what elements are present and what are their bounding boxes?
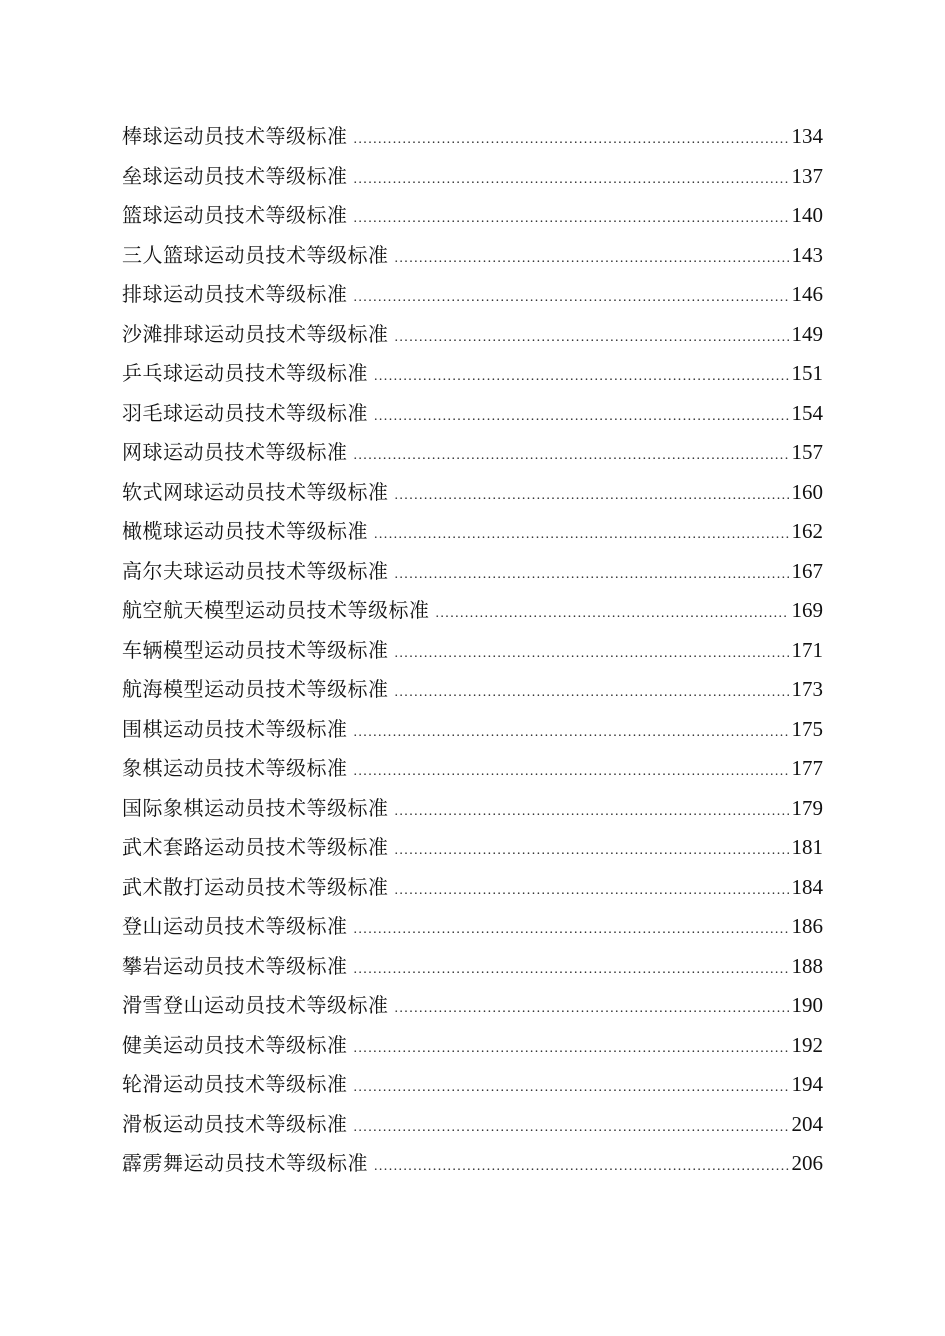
- toc-dot-leader: [354, 120, 789, 160]
- toc-entry[interactable]: [122, 631, 823, 671]
- toc-dot-leader: [374, 357, 789, 397]
- toc-entry-page-number: 157: [791, 440, 823, 464]
- toc-entry-title: 国际象棋运动员技术等级标准: [122, 795, 389, 820]
- toc-entry-page-number: 206: [791, 1151, 823, 1175]
- toc-entry-title: 武术套路运动员技术等级标准: [122, 835, 389, 859]
- toc-entry-page-number: 171: [791, 637, 823, 662]
- toc-entry-title: 乒乓球运动员技术等级标准: [122, 361, 368, 385]
- toc-dot-leader: [395, 634, 789, 674]
- toc-entry-title: 网球运动员技术等级标准: [122, 440, 348, 464]
- toc-entry-title: 高尔夫球运动员技术等级标准: [122, 558, 389, 583]
- toc-entry[interactable]: [122, 710, 823, 750]
- toc-entry-title: 霹雳舞运动员技术等级标准: [122, 1151, 368, 1175]
- toc-dot-leader: [374, 397, 789, 437]
- toc-dot-leader: [354, 1068, 789, 1108]
- toc-entry[interactable]: [122, 473, 823, 513]
- toc-dot-leader: [395, 831, 789, 871]
- toc-entry[interactable]: [122, 789, 823, 829]
- toc-entry[interactable]: [122, 433, 823, 473]
- toc-entry-page-number: 192: [791, 1032, 823, 1057]
- toc-entry[interactable]: [122, 354, 823, 394]
- toc-entry-title: 橄榄球运动员技术等级标准: [122, 519, 368, 543]
- toc-entry[interactable]: [122, 670, 823, 710]
- toc-entry-page-number: 140: [791, 203, 823, 227]
- toc-entry[interactable]: [122, 947, 823, 987]
- toc-entry-page-number: 194: [791, 1072, 823, 1096]
- toc-dot-leader: [395, 673, 789, 713]
- toc-entry-title: 三人篮球运动员技术等级标准: [122, 242, 389, 267]
- toc-dot-leader: [395, 792, 789, 832]
- toc-entry-page-number: 154: [791, 400, 823, 425]
- toc-entry-page-number: 160: [791, 479, 823, 504]
- toc-entry[interactable]: [122, 512, 823, 552]
- toc-entry[interactable]: [122, 986, 823, 1026]
- toc-entry[interactable]: [122, 1026, 823, 1066]
- toc-dot-leader: [354, 713, 789, 753]
- table-of-contents: [122, 117, 823, 1184]
- toc-dot-leader: [354, 950, 789, 990]
- toc-entry[interactable]: [122, 315, 823, 355]
- toc-dot-leader: [395, 871, 789, 911]
- toc-entry[interactable]: [122, 275, 823, 315]
- toc-entry-title: 垒球运动员技术等级标准: [122, 163, 348, 188]
- toc-entry-page-number: 146: [791, 282, 823, 306]
- toc-entry-title: 车辆模型运动员技术等级标准: [122, 637, 389, 662]
- toc-entry[interactable]: [122, 157, 823, 197]
- toc-entry[interactable]: [122, 236, 823, 276]
- toc-entry-title: 健美运动员技术等级标准: [122, 1032, 348, 1057]
- toc-dot-leader: [354, 160, 789, 200]
- toc-entry[interactable]: [122, 1144, 823, 1184]
- toc-entry[interactable]: [122, 196, 823, 236]
- toc-entry-title: 航空航天模型运动员技术等级标准: [122, 598, 430, 622]
- toc-dot-leader: [395, 239, 789, 279]
- toc-dot-leader: [374, 515, 789, 555]
- toc-entry[interactable]: [122, 828, 823, 868]
- toc-entry[interactable]: [122, 907, 823, 947]
- toc-dot-leader: [395, 318, 789, 358]
- toc-entry[interactable]: [122, 117, 823, 157]
- toc-entry-page-number: 167: [791, 558, 823, 583]
- toc-entry-title: 沙滩排球运动员技术等级标准: [122, 321, 389, 346]
- toc-entry[interactable]: [122, 1105, 823, 1145]
- toc-entry-title: 攀岩运动员技术等级标准: [122, 953, 348, 978]
- toc-dot-leader: [354, 436, 789, 476]
- toc-entry-page-number: 134: [791, 124, 823, 148]
- toc-dot-leader: [354, 1029, 789, 1069]
- toc-entry-title: 棒球运动员技术等级标准: [122, 124, 348, 148]
- toc-dot-leader: [354, 1108, 789, 1148]
- toc-dot-leader: [395, 555, 789, 595]
- toc-entry[interactable]: [122, 552, 823, 592]
- toc-dot-leader: [395, 476, 789, 516]
- toc-entry-title: 篮球运动员技术等级标准: [122, 203, 348, 227]
- toc-entry-page-number: 173: [791, 677, 823, 701]
- toc-entry-page-number: 188: [791, 953, 823, 978]
- toc-entry[interactable]: [122, 394, 823, 434]
- toc-entry-title: 软式网球运动员技术等级标准: [122, 479, 389, 504]
- toc-entry-page-number: 169: [791, 598, 823, 622]
- toc-dot-leader: [395, 989, 789, 1029]
- toc-entry-page-number: 151: [791, 361, 823, 385]
- toc-dot-leader: [374, 1147, 789, 1187]
- toc-entry-title: 羽毛球运动员技术等级标准: [122, 400, 368, 425]
- toc-entry-page-number: 162: [791, 519, 823, 543]
- toc-entry[interactable]: [122, 749, 823, 789]
- toc-dot-leader: [436, 594, 789, 634]
- toc-entry-title: 围棋运动员技术等级标准: [122, 716, 348, 741]
- toc-entry-page-number: 204: [791, 1111, 823, 1136]
- toc-entry-title: 轮滑运动员技术等级标准: [122, 1072, 348, 1096]
- toc-entry-title: 武术散打运动员技术等级标准: [122, 874, 389, 899]
- toc-entry-title: 航海模型运动员技术等级标准: [122, 677, 389, 701]
- toc-entry-page-number: 181: [791, 835, 823, 859]
- toc-entry-title: 象棋运动员技术等级标准: [122, 756, 348, 780]
- toc-entry-page-number: 179: [791, 795, 823, 820]
- toc-entry-page-number: 177: [791, 756, 823, 780]
- toc-entry-page-number: 143: [791, 242, 823, 267]
- toc-dot-leader: [354, 752, 789, 792]
- toc-entry[interactable]: [122, 1065, 823, 1105]
- toc-dot-leader: [354, 199, 789, 239]
- toc-entry-page-number: 149: [791, 321, 823, 346]
- toc-entry-title: 滑雪登山运动员技术等级标准: [122, 993, 389, 1017]
- toc-entry[interactable]: [122, 591, 823, 631]
- toc-entry-page-number: 175: [791, 716, 823, 741]
- toc-entry-page-number: 186: [791, 914, 823, 938]
- toc-entry-page-number: 184: [791, 874, 823, 899]
- toc-entry-title: 登山运动员技术等级标准: [122, 914, 348, 938]
- toc-dot-leader: [354, 910, 789, 950]
- toc-entry-page-number: 137: [791, 163, 823, 188]
- toc-entry[interactable]: [122, 868, 823, 908]
- toc-dot-leader: [354, 278, 789, 318]
- toc-entry-title: 滑板运动员技术等级标准: [122, 1111, 348, 1136]
- toc-entry-title: 排球运动员技术等级标准: [122, 282, 348, 306]
- toc-entry-page-number: 190: [791, 993, 823, 1017]
